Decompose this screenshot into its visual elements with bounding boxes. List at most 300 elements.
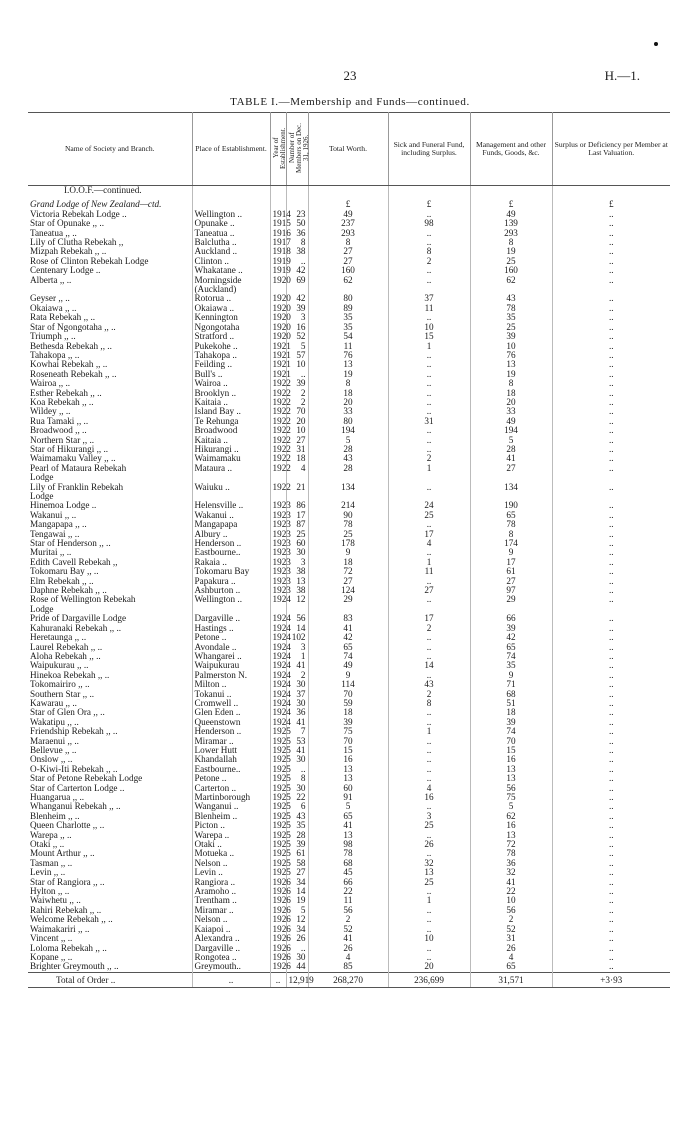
year-cell: 1925 — [270, 859, 286, 868]
members-cell: 57 — [286, 351, 308, 360]
members-cell: 3 — [286, 313, 308, 322]
place-cell: Glen Eden .. — [192, 708, 270, 717]
society-name-cell: Mangapapa ,, .. — [28, 520, 192, 529]
sick-fund-cell: .. — [388, 671, 470, 680]
members-cell: 34 — [286, 925, 308, 934]
page-reference: H.—1. — [604, 68, 640, 83]
total-worth-cell: 124 — [308, 586, 388, 595]
year-cell: 1923 — [270, 577, 286, 586]
sick-fund-cell: 3 — [388, 812, 470, 821]
management-fund-cell: 78 — [470, 520, 552, 529]
members-cell: 4 — [286, 464, 308, 473]
total-worth-cell: 80 — [308, 417, 388, 426]
total-year: .. — [270, 972, 286, 987]
society-name-cell: Vincent ,, .. — [28, 934, 192, 943]
members-cell: 31 — [286, 445, 308, 454]
management-fund-cell: 19 — [470, 370, 552, 379]
society-name-cell: Lodge — [28, 605, 192, 614]
surplus-cell: .. — [608, 829, 614, 840]
sick-fund-cell: .. — [388, 925, 470, 934]
place-cell: Aramoho .. — [192, 887, 270, 896]
society-name-cell: Queen Charlotte ,, .. — [28, 821, 192, 830]
sick-fund-cell: .. — [388, 595, 470, 604]
place-cell: Balclutha .. — [192, 238, 270, 247]
place-cell: Tahakopa .. — [192, 351, 270, 360]
total-worth-cell: 178 — [308, 539, 388, 548]
place-cell: Greymouth.. — [192, 962, 270, 972]
col-header-year-text: Year of Establishment. — [271, 127, 287, 169]
year-cell: 1920 — [270, 276, 286, 285]
management-fund-cell: 70 — [470, 737, 552, 746]
place-cell: Bull's .. — [192, 370, 270, 379]
place-cell: Rongotea .. — [192, 953, 270, 962]
place-cell: Queenstown — [192, 718, 270, 727]
year-cell: 1926 — [270, 944, 286, 953]
society-name-cell: Tasman ,, .. — [28, 859, 192, 868]
members-cell: 7 — [286, 727, 308, 736]
sick-fund-cell: .. — [388, 238, 470, 247]
year-cell: 1922 — [270, 483, 286, 492]
society-name-cell: Bethesda Rebekah ,, .. — [28, 342, 192, 351]
management-fund-cell: 35 — [470, 661, 552, 670]
society-name-cell: Rahiri Rebekah ,, .. — [28, 906, 192, 915]
society-name-cell: Hinekoa Rebekah ,, .. — [28, 671, 192, 680]
surplus-cell: .. — [608, 773, 614, 784]
sick-fund-cell: 27 — [388, 586, 470, 595]
members-cell: 21 — [286, 483, 308, 492]
year-cell: 1923 — [270, 558, 286, 567]
sick-fund-cell: 13 — [388, 868, 470, 877]
members-cell: 8 — [286, 774, 308, 783]
place-cell: Mataura .. — [192, 464, 270, 473]
total-worth-cell: 11 — [308, 342, 388, 351]
total-worth-cell: 72 — [308, 567, 388, 576]
sick-fund-cell: .. — [388, 389, 470, 398]
society-name-cell: Waiwhetu ,, .. — [28, 896, 192, 905]
society-name-cell: Taneatua ,, .. — [28, 229, 192, 238]
management-fund-cell: 28 — [470, 445, 552, 454]
col-header-year — [270, 113, 286, 186]
total-worth-cell: 13 — [308, 831, 388, 840]
society-name-cell: Levin ,, .. — [28, 868, 192, 877]
society-name-cell: Star of Rangiora ,, .. — [28, 878, 192, 887]
sick-fund-cell: .. — [388, 953, 470, 962]
members-cell: 42 — [286, 266, 308, 275]
society-name-cell: Star of Henderson ,, .. — [28, 539, 192, 548]
year-cell: 1914 — [270, 210, 286, 219]
members-cell: .. — [286, 944, 308, 953]
members-cell: 58 — [286, 859, 308, 868]
total-worth-cell: 18 — [308, 389, 388, 398]
management-fund-cell: 139 — [470, 219, 552, 228]
table-title: TABLE I.—Membership and Funds—continued. — [230, 96, 470, 108]
sick-fund-cell: .. — [388, 737, 470, 746]
society-name-cell: Star of Carterton Lodge .. — [28, 784, 192, 793]
members-cell: 52 — [286, 332, 308, 341]
surplus-cell: .. — [608, 688, 614, 699]
place-cell: Opunake .. — [192, 219, 270, 228]
place-cell: Wanganui .. — [192, 802, 270, 811]
place-cell: Waiuku .. — [192, 483, 270, 492]
society-name-cell: Rose of Clinton Rebekah Lodge — [28, 257, 192, 266]
surplus-cell: .. — [608, 255, 614, 266]
members-cell: 2 — [286, 398, 308, 407]
total-members: 12,919 — [286, 972, 308, 987]
members-cell: 18 — [286, 454, 308, 463]
surplus-cell: .. — [608, 754, 614, 765]
sick-fund-cell: .. — [388, 849, 470, 858]
surplus-cell: .. — [608, 368, 614, 379]
surplus-cell: .. — [608, 237, 614, 248]
year-cell: 1925 — [270, 868, 286, 877]
total-worth-cell: 22 — [308, 887, 388, 896]
total-worth-cell: 60 — [308, 784, 388, 793]
year-cell: 1924 — [270, 661, 286, 670]
members-cell: 30 — [286, 699, 308, 708]
total-worth-cell: 68 — [308, 859, 388, 868]
members-cell: 1 — [286, 652, 308, 661]
place-cell: Blenheim .. — [192, 812, 270, 821]
members-cell: 2 — [286, 389, 308, 398]
total-worth-cell: 43 — [308, 454, 388, 463]
surplus-cell: .. — [608, 218, 614, 229]
surplus-cell: .. — [608, 914, 614, 925]
sick-fund-cell: .. — [388, 643, 470, 652]
surplus-cell: .. — [608, 274, 614, 285]
society-name-cell: Waimakariri ,, .. — [28, 925, 192, 934]
society-name-cell: Broadwood ,, .. — [28, 426, 192, 435]
page-number: 23 — [343, 68, 357, 83]
management-fund-cell: 41 — [470, 878, 552, 887]
sick-fund-cell: .. — [388, 746, 470, 755]
place-cell: Kaiapoi .. — [192, 925, 270, 934]
sick-fund-cell: .. — [388, 652, 470, 661]
total-label: Total of Order .. — [28, 972, 192, 987]
table-row — [28, 595, 670, 604]
members-cell: 25 — [286, 530, 308, 539]
sick-fund-cell: .. — [388, 313, 470, 322]
total-worth-cell: 35 — [308, 313, 388, 322]
management-fund-cell: 13 — [470, 774, 552, 783]
society-name-cell: Mizpah Rebekah ,, .. — [28, 247, 192, 256]
society-name-cell: Northern Star ,, .. — [28, 436, 192, 445]
surplus-cell: .. — [608, 453, 614, 464]
members-cell: 38 — [286, 247, 308, 256]
members-cell: 102 — [286, 633, 308, 642]
sick-fund-cell: 8 — [388, 699, 470, 708]
surplus-cell: .. — [608, 961, 614, 972]
place-cell: Whangarei .. — [192, 652, 270, 661]
society-name-cell: Elm Rebekah ,, .. — [28, 577, 192, 586]
total-worth-cell: 27 — [308, 257, 388, 266]
surplus-cell: .. — [608, 340, 614, 351]
members-cell: 5 — [286, 906, 308, 915]
table-row — [28, 464, 670, 473]
place-cell: Milton .. — [192, 680, 270, 689]
surplus-cell: .. — [608, 632, 614, 643]
place-cell: Mangapapa — [192, 520, 270, 529]
place-cell: Feilding .. — [192, 360, 270, 369]
place-cell: Brooklyn .. — [192, 389, 270, 398]
society-name-cell: Star of Petone Rebekah Lodge — [28, 774, 192, 783]
currency-surplus: £ — [608, 199, 614, 210]
year-cell: 1924 — [270, 624, 286, 633]
section-heading — [28, 186, 192, 201]
place-cell: Okaiawa .. — [192, 304, 270, 313]
sick-fund-cell: 2 — [388, 690, 470, 699]
year-cell: 1925 — [270, 755, 286, 764]
place-cell: Waimamaku — [192, 454, 270, 463]
total-worth-cell: 237 — [308, 219, 388, 228]
society-name-cell: Warepa ,, .. — [28, 831, 192, 840]
year-cell: 1925 — [270, 831, 286, 840]
management-fund-cell: 13 — [470, 765, 552, 774]
surplus-cell: .. — [608, 312, 614, 323]
sick-fund-cell: .. — [388, 765, 470, 774]
management-fund-cell: 10 — [470, 896, 552, 905]
year-cell: 1926 — [270, 887, 286, 896]
year-cell: 1925 — [270, 727, 286, 736]
management-fund-cell: 16 — [470, 821, 552, 830]
sick-fund-cell: 15 — [388, 332, 470, 341]
members-cell: 53 — [286, 737, 308, 746]
total-worth-cell: 25 — [308, 530, 388, 539]
surplus-cell: .. — [608, 782, 614, 793]
society-name-cell: Aloha Rebekah ,, .. — [28, 652, 192, 661]
sick-fund-cell: .. — [388, 266, 470, 275]
society-name-cell: Star of Glen Ora ,, .. — [28, 708, 192, 717]
management-fund-cell: 22 — [470, 887, 552, 896]
management-fund-cell: 8 — [470, 379, 552, 388]
col-header-surplus: Surplus or Deficiency per Member at Last Valuation. — [552, 113, 670, 186]
year-cell: 1924 — [270, 652, 286, 661]
surplus-cell: .. — [608, 208, 614, 219]
total-worth-cell: 18 — [308, 558, 388, 567]
society-name-cell: Rata Rebekah ,, .. — [28, 313, 192, 322]
place-cell: Levin .. — [192, 868, 270, 877]
sick-fund-cell: .. — [388, 407, 470, 416]
surplus-cell: .. — [608, 293, 614, 304]
surplus-cell: .. — [608, 406, 614, 417]
total-worth-cell: 49 — [308, 210, 388, 219]
members-cell: 36 — [286, 229, 308, 238]
total-worth-cell: 5 — [308, 436, 388, 445]
sick-fund-cell: .. — [388, 548, 470, 557]
surplus-cell: .. — [608, 265, 614, 276]
management-fund-cell: 293 — [470, 229, 552, 238]
management-fund-cell: 65 — [470, 511, 552, 520]
members-cell: 35 — [286, 821, 308, 830]
society-name-cell: Onslow ,, .. — [28, 755, 192, 764]
management-fund-cell: 97 — [470, 586, 552, 595]
society-name-cell: Welcome Rebekah ,, .. — [28, 915, 192, 924]
sick-fund-cell: 1 — [388, 558, 470, 567]
col-header-members — [286, 113, 308, 186]
members-cell: 30 — [286, 548, 308, 557]
total-worth-cell: 98 — [308, 840, 388, 849]
surplus-cell: .. — [608, 331, 614, 342]
members-cell: 23 — [286, 210, 308, 219]
surplus-cell: .. — [608, 942, 614, 953]
total-worth-cell: 65 — [308, 643, 388, 652]
total-worth-cell: 4 — [308, 953, 388, 962]
society-name-cell: Koa Rebekah ,, .. — [28, 398, 192, 407]
year-cell: 1920 — [270, 304, 286, 313]
society-name-cell: Tokomairiro ,, .. — [28, 680, 192, 689]
place-cell: Kaitaia .. — [192, 436, 270, 445]
management-fund-cell: 49 — [470, 417, 552, 426]
place-cell: Morningside — [192, 276, 270, 285]
surplus-cell: .. — [608, 500, 614, 511]
surplus-cell: .. — [608, 566, 614, 577]
year-cell: 1923 — [270, 567, 286, 576]
surplus-cell: .. — [608, 876, 614, 887]
sick-fund-cell: .. — [388, 520, 470, 529]
management-fund-cell: 78 — [470, 304, 552, 313]
sick-fund-cell: .. — [388, 398, 470, 407]
members-cell: 56 — [286, 614, 308, 623]
sick-fund-cell: 1 — [388, 896, 470, 905]
members-cell: 14 — [286, 624, 308, 633]
members-cell: 37 — [286, 690, 308, 699]
year-cell: 1925 — [270, 849, 286, 858]
members-cell: 13 — [286, 577, 308, 586]
surplus-cell: .. — [608, 622, 614, 633]
sick-fund-cell: 24 — [388, 501, 470, 510]
total-worth-cell: 41 — [308, 934, 388, 943]
place-cell: Hikurangi .. — [192, 445, 270, 454]
surplus-cell: .. — [608, 810, 614, 821]
members-cell: 44 — [286, 962, 308, 972]
society-name-cell: O-Kiwi-Iti Rebekah ,, .. — [28, 765, 192, 774]
society-name-cell: Brighter Greymouth ,, .. — [28, 962, 192, 972]
society-name-cell: Wakatipu ,, .. — [28, 718, 192, 727]
management-fund-cell: 134 — [470, 483, 552, 492]
surplus-cell: .. — [608, 716, 614, 727]
total-worth-cell: 89 — [308, 304, 388, 313]
society-name-cell: Mount Arthur ,, .. — [28, 849, 192, 858]
total-worth-cell: 74 — [308, 652, 388, 661]
members-cell: 19 — [286, 896, 308, 905]
surplus-cell: .. — [608, 848, 614, 859]
col-header-place: Place of Establishment. — [192, 113, 270, 186]
place-cell: Eastbourne.. — [192, 548, 270, 557]
members-cell: .. — [286, 765, 308, 774]
table-row — [28, 276, 670, 285]
surplus-cell: .. — [608, 227, 614, 238]
section-heading-text: I.O.O.F.—continued. — [64, 185, 142, 196]
members-cell: 39 — [286, 304, 308, 313]
members-cell: 30 — [286, 680, 308, 689]
society-name-cell: Waimamaku Valley ,, .. — [28, 454, 192, 463]
management-fund-cell: 25 — [470, 323, 552, 332]
surplus-cell: .. — [608, 481, 614, 492]
society-name-cell: Heretaunga ,, .. — [28, 633, 192, 642]
sick-fund-cell: .. — [388, 379, 470, 388]
year-cell: 1924 — [270, 680, 286, 689]
year-cell: 1921 — [270, 360, 286, 369]
sick-fund-cell: 2 — [388, 624, 470, 633]
surplus-cell: .. — [608, 396, 614, 407]
year-cell: 1924 — [270, 643, 286, 652]
surplus-cell: .. — [608, 359, 614, 370]
members-cell: .. — [286, 370, 308, 379]
society-name-cell: Pride of Dargaville Lodge — [28, 614, 192, 623]
surplus-cell: .. — [608, 519, 614, 530]
place-cell: Martinborough — [192, 793, 270, 802]
place-cell: Tokanui .. — [192, 690, 270, 699]
total-worth-cell: 45 — [308, 868, 388, 877]
place-cell: Albury .. — [192, 530, 270, 539]
currency-worth: £ — [308, 200, 388, 209]
total-worth-cell: 41 — [308, 821, 388, 830]
year-cell: 1926 — [270, 915, 286, 924]
year-cell: 1923 — [270, 539, 286, 548]
surplus-cell: .. — [608, 697, 614, 708]
society-name-cell: Lily of Franklin Rebekah — [28, 483, 192, 492]
surplus-cell: .. — [608, 951, 614, 962]
sick-fund-cell: 2 — [388, 257, 470, 266]
society-name-cell: Otaki ,, .. — [28, 840, 192, 849]
sick-fund-cell: .. — [388, 370, 470, 379]
society-name-cell: Kahuranaki Rebekah ,, .. — [28, 624, 192, 633]
society-name-cell: Lodge — [28, 492, 192, 501]
surplus-cell: .. — [608, 726, 614, 737]
year-cell: 1925 — [270, 774, 286, 783]
management-fund-cell: 31 — [470, 934, 552, 943]
members-cell: 27 — [286, 436, 308, 445]
society-name-cell: Friendship Rebekah ,, .. — [28, 727, 192, 736]
year-cell: 1923 — [270, 548, 286, 557]
total-worth-cell: 78 — [308, 849, 388, 858]
year-cell: 1925 — [270, 746, 286, 755]
society-name-cell: Geyser ,, .. — [28, 294, 192, 303]
members-cell: 26 — [286, 934, 308, 943]
surplus-cell: .. — [608, 641, 614, 652]
place-cell: Wellington .. — [192, 595, 270, 604]
place-cell: Clinton .. — [192, 257, 270, 266]
place-cell: Alexandra .. — [192, 934, 270, 943]
members-cell: 36 — [286, 708, 308, 717]
year-cell: 1919 — [270, 266, 286, 275]
management-fund-cell: 27 — [470, 464, 552, 473]
society-name-cell: Star of Hikurangi ,, .. — [28, 445, 192, 454]
total-sick: 236,699 — [388, 972, 470, 987]
total-worth-cell: 16 — [308, 755, 388, 764]
members-cell: 60 — [286, 539, 308, 548]
management-fund-cell: 26 — [470, 944, 552, 953]
col-header-sick: Sick and Funeral Fund, including Surplus. — [388, 113, 470, 186]
sick-fund-cell: .. — [388, 906, 470, 915]
sick-fund-cell: 1 — [388, 342, 470, 351]
total-worth-cell: 5 — [308, 802, 388, 811]
total-worth-cell: 52 — [308, 925, 388, 934]
surplus-cell: .. — [608, 895, 614, 906]
members-cell: 38 — [286, 586, 308, 595]
place-cell: (Auckland) — [192, 285, 270, 294]
management-fund-cell: 5 — [470, 802, 552, 811]
total-worth-cell: 2 — [308, 915, 388, 924]
surplus-cell: .. — [608, 547, 614, 558]
table-row — [28, 483, 670, 492]
sick-fund-cell: 4 — [388, 539, 470, 548]
members-cell: 12 — [286, 915, 308, 924]
year-cell: 1924 — [270, 708, 286, 717]
members-cell: 8 — [286, 238, 308, 247]
total-surplus: +3·93 — [552, 972, 670, 987]
place-cell: Otaki .. — [192, 840, 270, 849]
place-cell: Hastings .. — [192, 624, 270, 633]
